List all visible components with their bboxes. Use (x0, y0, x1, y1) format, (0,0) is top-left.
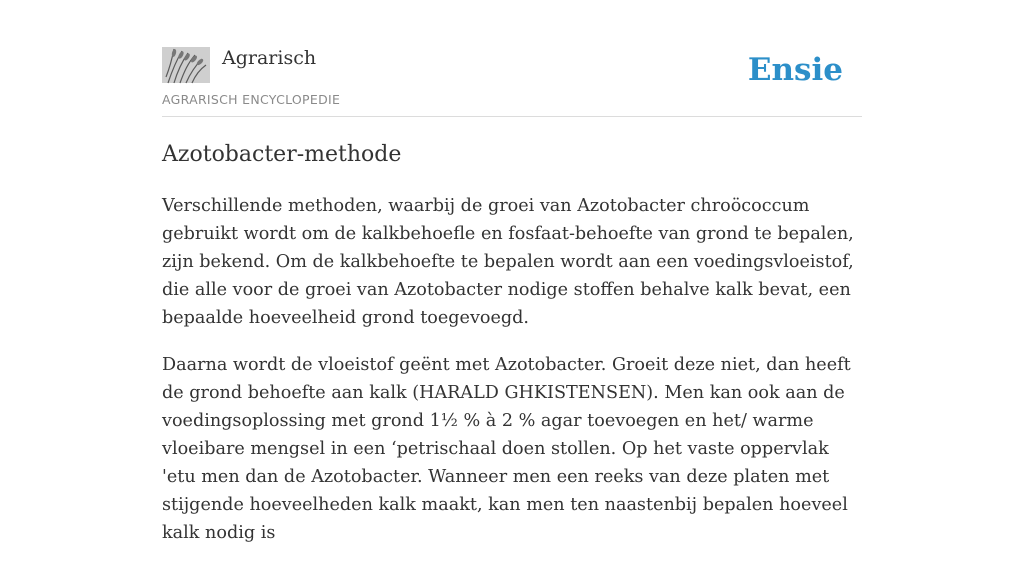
wheat-icon (162, 47, 210, 83)
article-paragraph: Verschillende methoden, waarbij de groei van Azotobacter chroöcoccum gebruikt wordt om de kalkbehoefle en fosfaat-behoefte van grond te bepalen, zijn bekend. Om de kalkbehoefte te bepalen wordt aan een voedingsvloeistof, die alle voor de groei van Azotobacter nodige stoffen behalve kalk bevat, een bepaalde hoeveelheid grond toegevoegd. (162, 196, 854, 328)
article-paragraph: Daarna wordt de vloeistof geënt met Azotobacter. Groeit deze niet, dan heeft de grond behoefte aan kalk (HARALD GHKISTENSEN). Men kan ook aan de voedingsoplossing met grond 1½ % à 2 % agar toevoegen en het/ warme vloeibare mengsel in een ‘petrischaal doen stollen. Op het vaste oppervlak 'etu men dan de Azotobacter. Wanneer men een reeks van deze platen met stijgende hoeveelheden kalk maakt, kan men ten naastenbij bepalen hoeveel kalk nodig is (162, 355, 851, 543)
article-title: Azotobacter-methode (162, 142, 402, 167)
article-body (162, 192, 862, 566)
header (162, 46, 862, 117)
brand-logo[interactable]: Ensie (747, 52, 843, 88)
source-subtitle[interactable]: AGRARISCH ENCYCLOPEDIE (162, 92, 341, 107)
avatar[interactable] (162, 47, 210, 83)
source-name[interactable]: Agrarisch (222, 47, 317, 69)
